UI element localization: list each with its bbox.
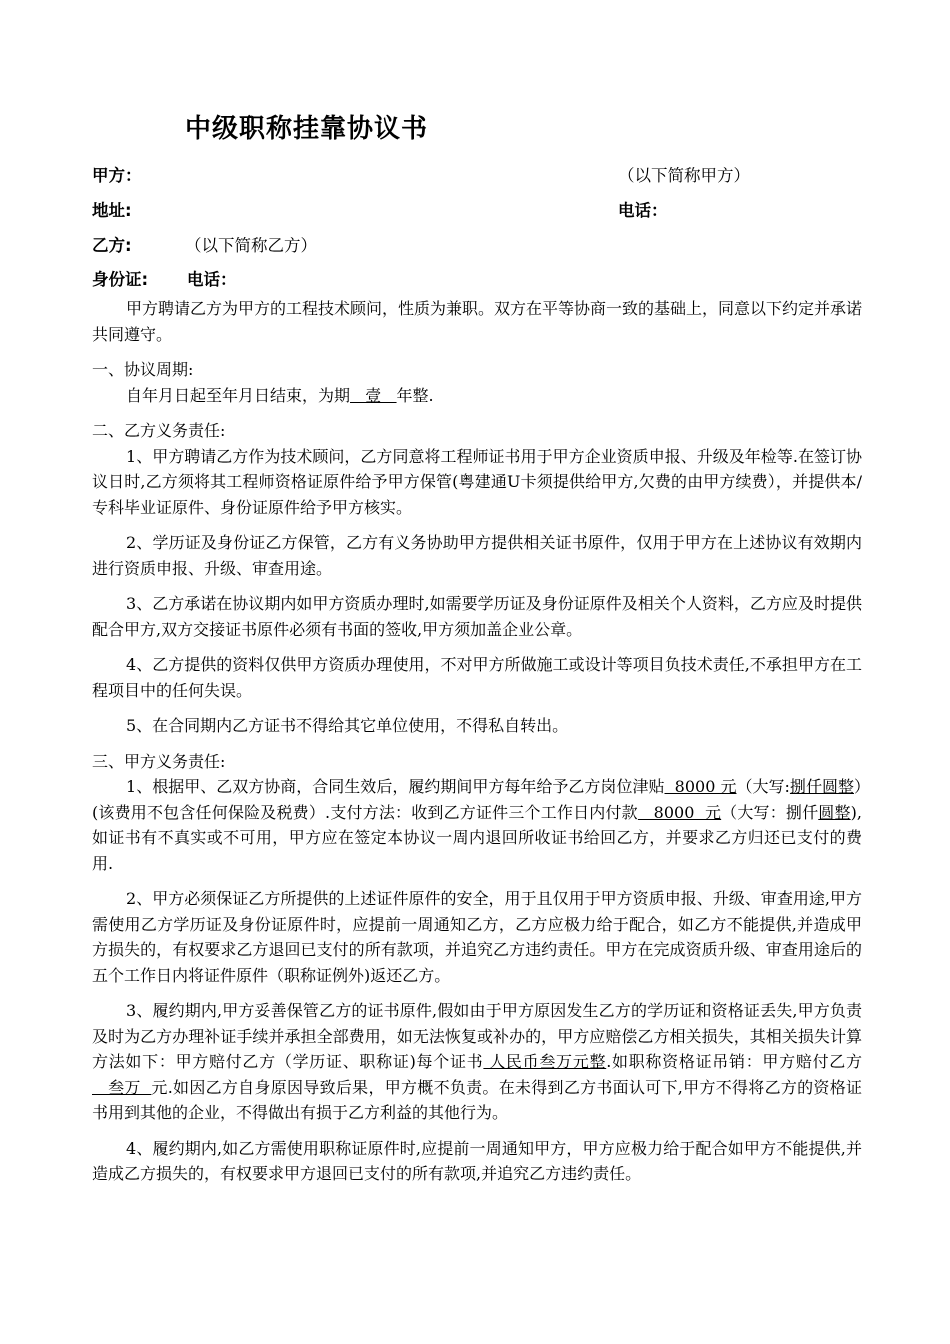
compensation-text-b: .如职称资格证吊销：甲方赔付乙方	[606, 1052, 863, 1071]
id-label: 身份证:	[92, 270, 149, 289]
phone-label: 电话：	[187, 270, 237, 289]
compensation-text-a: 3、履约期内,甲方妥善保管乙方的证书原件,假如由于甲方原因发生乙方的学历证和资格证丢失,甲方负责及时为乙方办理补证手续并承担全部费用，如无法恢复或补办的，甲方应赔偿乙方相关损失，其相关损失计算方法如下：甲方赔付乙方（学历证、职称证)每个证书	[92, 1001, 862, 1071]
intro-paragraph: 甲方聘请乙方为甲方的工程技术顾问，性质为兼职。双方在平等协商一致的基础上，同意以下约定并承诺共同遵守。	[92, 299, 863, 344]
revocation-amount: 叁万	[92, 1077, 152, 1097]
section-3-item-4: 4、履约期内,如乙方需使用职称证原件时,应提前一周通知甲方，甲方应极力给于配合如甲方不能提供,并造成乙方损失的，有权要求甲方退回已支付的所有款项,并追究乙方违约责任。	[92, 1138, 862, 1183]
section-2-heading: 二、乙方义务责任:	[92, 421, 226, 440]
allowance-amount-cn: 捌仟圆整	[789, 777, 854, 796]
address-label: 地址:	[92, 201, 132, 220]
section-1-heading: 一、协议周期:	[92, 360, 194, 379]
payment-amount: 8000 元	[637, 802, 722, 822]
section-2-item-2: 2、学历证及身份证乙方保管，乙方有义务协助甲方提供相关证书原件，仅用于甲方在上述协议有效期内进行资质申报、升级、审查用途。	[92, 533, 862, 578]
document-title: 中级职称挂靠协议书	[185, 114, 429, 144]
allowance-text-b: （大写:	[736, 777, 790, 796]
phone-label-right: 电话：	[618, 201, 668, 220]
section-3-item-1	[92, 774, 862, 876]
section-2-item-4: 4、乙方提供的资料仅供甲方资质办理使用，不对甲方所做施工或设计等项目负技术责任,不承担甲方在工程项目中的任何失误。	[92, 655, 862, 700]
period-suffix: 年整.	[396, 385, 434, 405]
section-3-item-2: 2、甲方必须保证乙方所提供的上述证件原件的安全，用于且仅用于甲方资质申报、升级、审查用途,甲方需使用乙方学历证及身份证原件时，应提前一周通知乙方，乙方应极力给于配合，如乙方不能提供,并造成甲方损失的，有权要求乙方退回已支付的所有款项，并追究乙方违约责任。甲方在完成资质升级、审查用途后的五个工作日内将证件原件（职称证例外)返还乙方。	[92, 889, 862, 985]
party-b-label: 乙方:	[92, 236, 132, 255]
party-a-note: （以下简称甲方）	[618, 166, 750, 185]
party-a-label: 甲方：	[92, 166, 142, 185]
compensation-amount: 人民币叁万元整	[483, 1052, 607, 1071]
section-2-item-5: 5、在合同期内乙方证书不得给其它单位使用，不得私自转出。	[126, 716, 569, 735]
allowance-text-e: ),如证书有不真实或不可用，甲方应在签定本协议一周内退回所收证书给回乙方，并要求乙方归还已支付的费用.	[92, 802, 862, 873]
section-2-item-3: 3、乙方承诺在协议期内如甲方资质办理时,如需要学历证及身份证原件及相关个人资料，乙方应及时提供配合甲方,双方交接证书原件必须有书面的签收,甲方须加盖企业公章。	[92, 594, 862, 639]
payment-amount-cn: 圆整	[818, 802, 851, 822]
allowance-amount: 8000 元	[664, 777, 737, 796]
compensation-text-c: 元.如因乙方自身原因导致后果，甲方概不负责。在未得到乙方书面认可下,甲方不得将乙方的资格证书用到其他的企业，不得做出有损于乙方利益的其他行为。	[92, 1077, 862, 1122]
section-3-item-3	[92, 998, 862, 1126]
party-b-note: （以下简称乙方）	[185, 236, 317, 255]
allowance-text-d: （大写：捌仟	[721, 802, 819, 822]
section-3-heading: 三、甲方义务责任:	[92, 751, 226, 771]
agreement-body	[92, 296, 862, 1187]
period-years: 壹	[350, 385, 397, 405]
section-1-period	[92, 383, 862, 409]
allowance-text-a: 1、根据甲、乙双方协商，合同生效后，履约期间甲方每年给予乙方岗位津贴	[126, 777, 665, 796]
section-2-item-1: 1、甲方聘请乙方作为技术顾问，乙方同意将工程师证书用于甲方企业资质申报、升级及年检等.在签订协议日时,乙方须将其工程师资格证原件给予甲方保管(粤建通U卡须提供给甲方,欠费的由甲方续费），并提供本/专科毕业证原件、身份证原件给予甲方核实。	[92, 446, 862, 517]
allowance-text-c: ）(该费用不包含任何保险及税费）.支付方法：收到乙方证件三个工作日内付款	[92, 777, 862, 822]
period-prefix: 自年月日起至年月日结束，为期	[126, 385, 351, 405]
